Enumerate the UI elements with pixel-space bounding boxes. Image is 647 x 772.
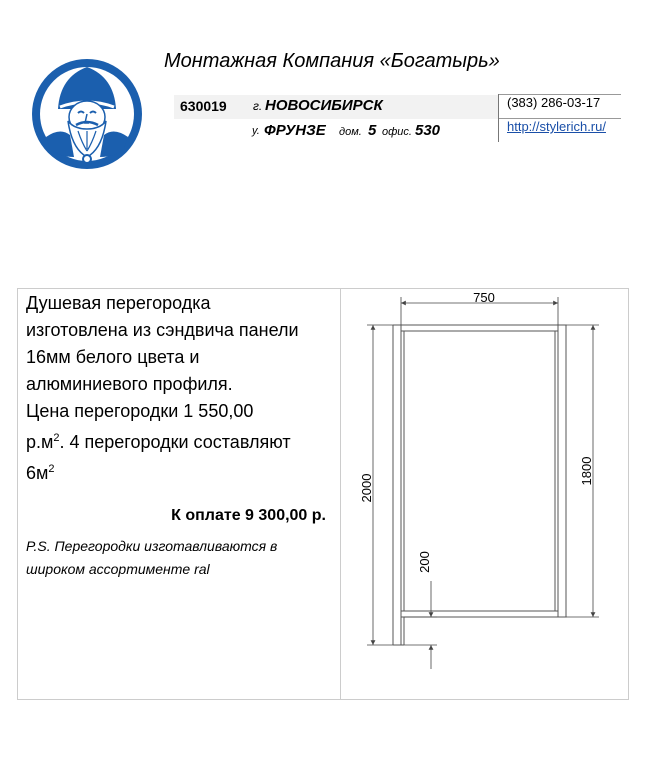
total-area-exp: 2 bbox=[48, 463, 55, 475]
office-label: офис. bbox=[382, 126, 412, 138]
total-area-line bbox=[26, 456, 336, 487]
company-name: Монтажная Компания «Богатырь» bbox=[164, 50, 500, 72]
panel-height-dim-label: 1800 bbox=[579, 456, 594, 486]
price-unit-exp: 2 bbox=[53, 432, 60, 444]
desc-line: 16мм белого цвета и bbox=[26, 347, 200, 367]
gap-dim-label: 200 bbox=[417, 551, 432, 573]
phone-number: (383) 286-03-17 bbox=[507, 95, 601, 110]
zip-code: 630019 bbox=[180, 98, 227, 114]
address-row-city bbox=[174, 95, 498, 119]
street-prefix: у. bbox=[252, 125, 260, 137]
bogatyr-logo bbox=[30, 57, 144, 171]
ps-line: P.S. Перегородки изготавливаются в bbox=[26, 538, 278, 554]
payment-total: К оплате 9 300,00 р. bbox=[171, 507, 326, 524]
city-name: НОВОСИБИРСК bbox=[265, 97, 383, 114]
street-name: ФРУНЗЕ bbox=[264, 122, 326, 139]
postscript bbox=[26, 535, 336, 581]
total-area: 6м bbox=[26, 463, 49, 483]
desc-line: алюминиевого профиля. bbox=[26, 374, 233, 394]
offer-description bbox=[26, 290, 336, 487]
website-link[interactable]: http://stylerich.ru/ bbox=[507, 119, 606, 134]
price-unit: р.м bbox=[26, 432, 54, 452]
partition-drawing bbox=[341, 289, 628, 699]
width-dim-label: 750 bbox=[473, 290, 495, 305]
desc-line: изготовлена из сэндвича панели bbox=[26, 320, 299, 340]
address-row-street bbox=[174, 119, 498, 143]
ps-line: широком ассортименте ral bbox=[26, 561, 210, 577]
gap-dimension bbox=[404, 581, 437, 669]
city-prefix: г. bbox=[253, 99, 263, 113]
office-number: 530 bbox=[415, 122, 441, 139]
house-number: 5 bbox=[368, 122, 377, 139]
price-count-text: . 4 перегородки составляют bbox=[59, 432, 291, 452]
desc-line: Душевая перегородка bbox=[26, 293, 211, 313]
price-per-m2-line bbox=[26, 425, 336, 456]
house-label: дом. bbox=[339, 126, 362, 138]
price-line: Цена перегородки 1 550,00 bbox=[26, 401, 254, 421]
wall-outline bbox=[393, 325, 566, 645]
height-dim-label: 2000 bbox=[359, 473, 374, 503]
